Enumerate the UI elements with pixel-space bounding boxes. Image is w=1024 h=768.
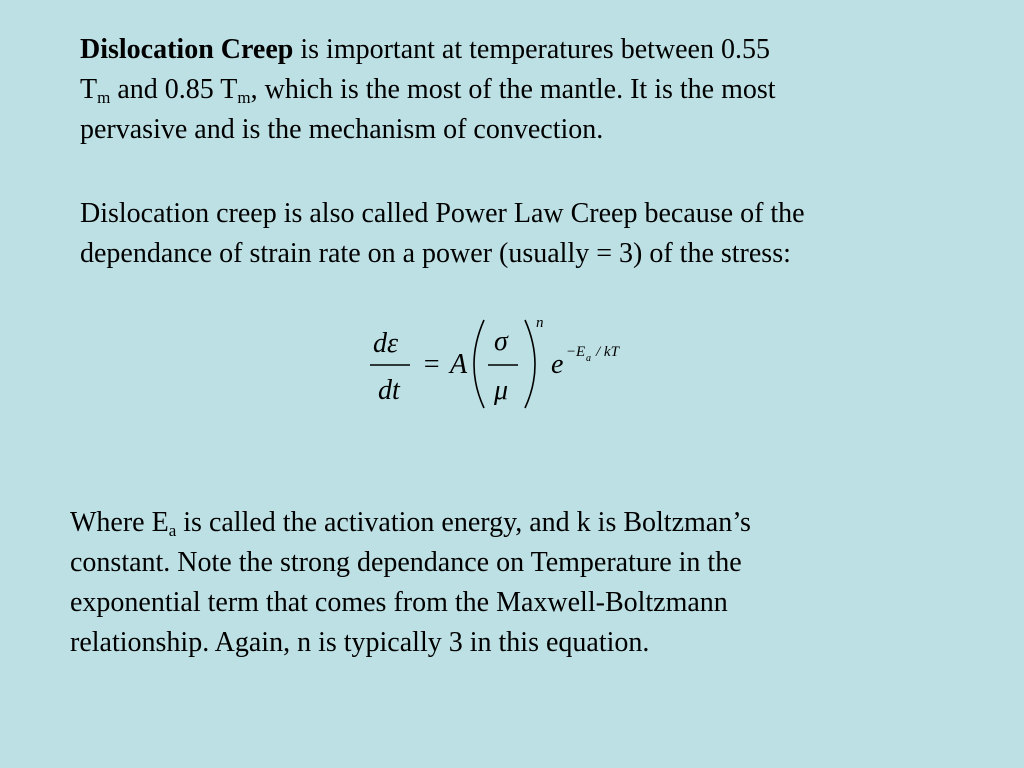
text-line: Dislocation creep is also called Power Law Creep because of the — [80, 198, 805, 229]
paragraph-power-law-creep — [80, 194, 805, 274]
subscript: m — [97, 88, 111, 107]
left-parenthesis — [474, 320, 484, 408]
text-line — [70, 503, 751, 543]
text-fragment: , which is the most of the mantle. It is the most — [250, 74, 776, 105]
lhs-denominator: dt — [378, 375, 400, 406]
text-line: exponential term that comes from the Maxwell-Boltzmann — [70, 587, 728, 618]
text-line: relationship. Again, n is typically 3 in this equation. — [70, 627, 650, 658]
subscript: a — [168, 521, 177, 540]
text-fragment: is important at temperatures between 0.55 — [293, 34, 770, 65]
text-line: pervasive and is the mechanism of convection. — [80, 114, 604, 145]
subscript: m — [237, 88, 251, 107]
coefficient-a: A — [450, 349, 468, 380]
text-fragment: Where E — [70, 507, 169, 538]
term-dislocation-creep: Dislocation Creep — [80, 34, 294, 65]
equation-graphic — [370, 310, 650, 420]
text-fragment: and 0.85 T — [110, 74, 238, 105]
exp-kt: / kT — [596, 344, 619, 360]
right-parenthesis — [525, 320, 535, 408]
paragraph-activation-energy — [70, 503, 751, 663]
text-fragment: T — [80, 74, 98, 105]
exp-minus: − — [566, 344, 577, 360]
text-fragment: is called the activation energy, and k is Boltzman’s — [176, 507, 751, 538]
lhs-numerator: dε — [373, 328, 399, 359]
stress-sigma: σ — [494, 326, 508, 357]
exp-energy-subscript: a — [586, 353, 591, 364]
exp-base-e: e — [551, 349, 564, 380]
text-line — [80, 30, 776, 70]
paragraph-dislocation-creep-intro — [80, 30, 776, 150]
exponent-n: n — [536, 315, 544, 331]
equals-sign: = — [422, 349, 441, 380]
shear-modulus-mu: μ — [494, 375, 509, 406]
text-line — [80, 70, 776, 110]
exp-energy-e: E — [576, 344, 586, 360]
power-law-equation — [370, 310, 650, 420]
text-line: constant. Note the strong dependance on Temperature in the — [70, 547, 742, 578]
text-line: dependance of strain rate on a power (usually = 3) of the stress: — [80, 238, 791, 269]
